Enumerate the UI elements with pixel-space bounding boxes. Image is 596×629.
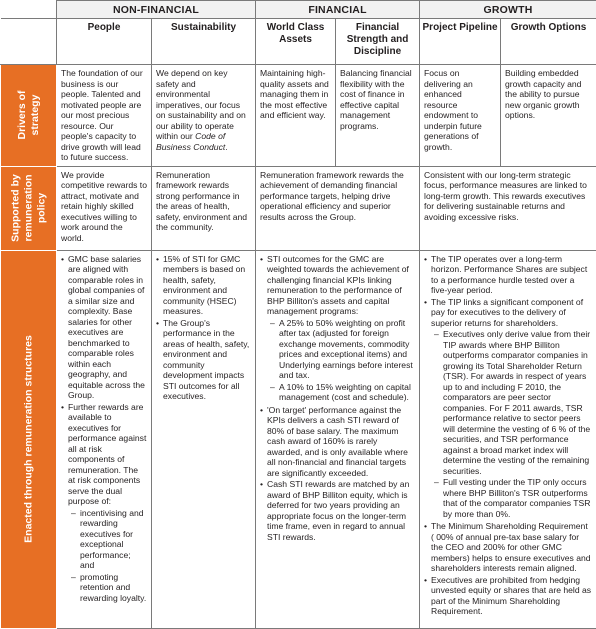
sub-list-item: – Executives only derive value from their TIP awards where BHP Billiton outperforms comparator companies in growing its Total Shareholder Return (TSR). For awards in respect of years up to and including F 2010, the comparators are peer sector companies. For F 2011 awards, TSR performance relative to sector peers will determine the vesting of 6 % of the securities, and TSR performance against a broad market index will determine the vesting of the remaining securities. [431,329,592,476]
list-item-text: The TIP links a significant component of pay for executives to the delivery of superior returns for shareholders. [431,296,584,328]
corner-cell-2 [1,19,57,65]
enacted-sustainability-list [156,254,251,402]
sub-list-item: – Full vesting under the TIP only occurs where BHP Billiton's TSR outperforms that of the comparator companies TSR by more than 0%. [431,477,592,519]
drivers-growth-options [501,65,596,167]
list-item: • The Minimum Shareholding Requirement ( 00% of annual pre-tax base salary for the CEO and 200% for other GMC members) helps to ensure executives and shareholders interests remain aligned. [424,521,592,574]
enacted-people-list [61,254,147,604]
drivers-people [57,65,152,167]
drivers-sustainability-pre: We depend on key safety and environmental imperatives, our focus on sustainability and on our ability to operate within our [156,68,246,141]
enacted-people-sublist [68,508,147,604]
supported-financial [256,166,420,250]
enacted-financial [256,250,420,628]
supported-sustainability [152,166,256,250]
code-of-conduct-title: Code of Business Conduct [156,131,226,152]
drivers-financial-strength-text: Balancing financial flexibility with the cost of finance in effective capital management programs. [340,68,412,131]
drivers-sustainability-text [156,68,251,152]
list-item [260,254,415,403]
supported-growth [420,166,596,250]
drivers-project-pipeline [420,65,501,167]
sub-list-item: – A 10% to 15% weighting on capital management (cost and schedule). [267,382,415,403]
sub-list-item: – incentivising and rewarding executives for exceptional performance; and [68,508,147,571]
list-item: • The TIP operates over a long-term horizon. Performance Shares are subject to a performance hurdle tested over a five-year period. [424,254,592,296]
sub-header-financial-strength: Financial Strength and Discipline [336,19,420,65]
row-label-drivers-line2: strategy [28,94,41,136]
list-item: • GMC base salaries are aligned with comparable roles in global companies of a similar size and complexity. Base salaries for other executives are benchmarked to comparable roles within each geography, and equitable across the Group. [61,254,147,401]
row-label-supported-line2: remuneration [22,174,34,242]
supported-sustainability-text: Remuneration framework rewards strong performance in the areas of health, safety, environment and the community. [156,169,248,232]
group-header-growth: GROWTH [420,1,596,19]
sub-header-people: People [57,19,152,65]
corner-cell [1,1,57,19]
list-item: • The Group's performance in the areas of health, safety, environment and community development impacts STI outcomes for all executives. [156,318,251,402]
sub-header-growth-options: Growth Options [501,19,596,65]
supported-people [57,166,152,250]
row-label-supported-line3: policy [35,192,47,224]
row-label-supported-line1: Supported by [9,174,21,242]
list-item [424,297,592,520]
drivers-sustainability-post: . [225,141,228,152]
drivers-project-pipeline-text: Focus on delivering an enhanced resource endowment to underpin future generations of growth. [424,68,482,152]
enacted-sustainability [152,250,256,628]
list-item: • 15% of STI for GMC members is based on health, safety, environment and community (HSEC) measures. [156,254,251,317]
list-item-text: Further rewards are available to executives for performance against all at risk components of remuneration. The at risk components serve the dual purpose of: [68,401,147,506]
enacted-people [57,250,152,628]
sub-header-world-class-assets: World Class Assets [256,19,336,65]
sub-header-project-pipeline: Project Pipeline [420,19,501,65]
enacted-financial-sublist [267,318,415,403]
drivers-sustainability [152,65,256,167]
list-item: • Executives are prohibited from hedging unvested equity or shares that are held as part of the Minimum Shareholding Requirement. [424,575,592,617]
sub-list-item: – promoting retention and rewarding loyalty. [68,572,147,604]
drivers-world-class-text: Maintaining high-quality assets and managing them in the most effective and efficient way. [260,68,329,120]
sub-list-item: – A 25% to 50% weighting on profit after tax (adjusted for foreign exchange movements, commodity prices and exceptional items) and Underlying earnings before interest and tax. [267,318,415,381]
row-label-drivers-line1: Drivers of [15,90,28,140]
list-item: • 'On target' performance against the KPIs delivers a cash STI reward of 80% of base salary. The maximum cash award of 160% is rarely awarded, and is only available where all non-financial and financial targets are significantly exceeded. [260,405,415,479]
row-label-supported [1,166,57,250]
enacted-financial-list [260,254,415,543]
group-header-non-financial: NON-FINANCIAL [57,1,256,19]
drivers-people-text: The foundation of our business is our people. Talented and motivated people are our most precious resource. Our people's capacity to drive growth will lead to future success. [61,68,143,162]
drivers-financial-strength [336,65,420,167]
enacted-growth [420,250,596,628]
enacted-growth-list [424,254,592,617]
supported-financial-text: Remuneration framework rewards the achievement of demanding financial performance targets, helping drive operational efficiency and superior results across the Group. [260,169,404,222]
supported-people-text: We provide competitive rewards to attract, motivate and retain highly skilled executives willing to work around the world. [61,169,147,243]
supported-growth-text: Consistent with our long-term strategic focus, performance measures are linked to long-term growth. This rewards executives for delivering sustainable returns and avoiding excessive risks. [424,169,587,222]
list-item [61,402,147,604]
row-label-drivers [1,65,57,167]
row-label-enacted-text: Enacted through remuneration structures [22,335,34,543]
sub-header-sustainability: Sustainability [152,19,256,65]
list-item-text: STI outcomes for the GMC are weighted towards the achievement of challenging financial KPIs linking remuneration to the performance of BHP Billiton's assets and capital management programs: [267,253,409,316]
row-label-enacted [1,250,57,628]
drivers-world-class-assets [256,65,336,167]
group-header-financial: FINANCIAL [256,1,420,19]
list-item: • Cash STI rewards are matched by an award of BHP Billiton equity, which is deferred for two years providing an appropriate focus on the longer-term time frame, even in regard to annual STI rewards. [260,479,415,542]
drivers-growth-options-text: Building embedded growth capacity and the ability to pursue new organic growth options. [505,68,582,120]
enacted-growth-sublist [431,329,592,519]
